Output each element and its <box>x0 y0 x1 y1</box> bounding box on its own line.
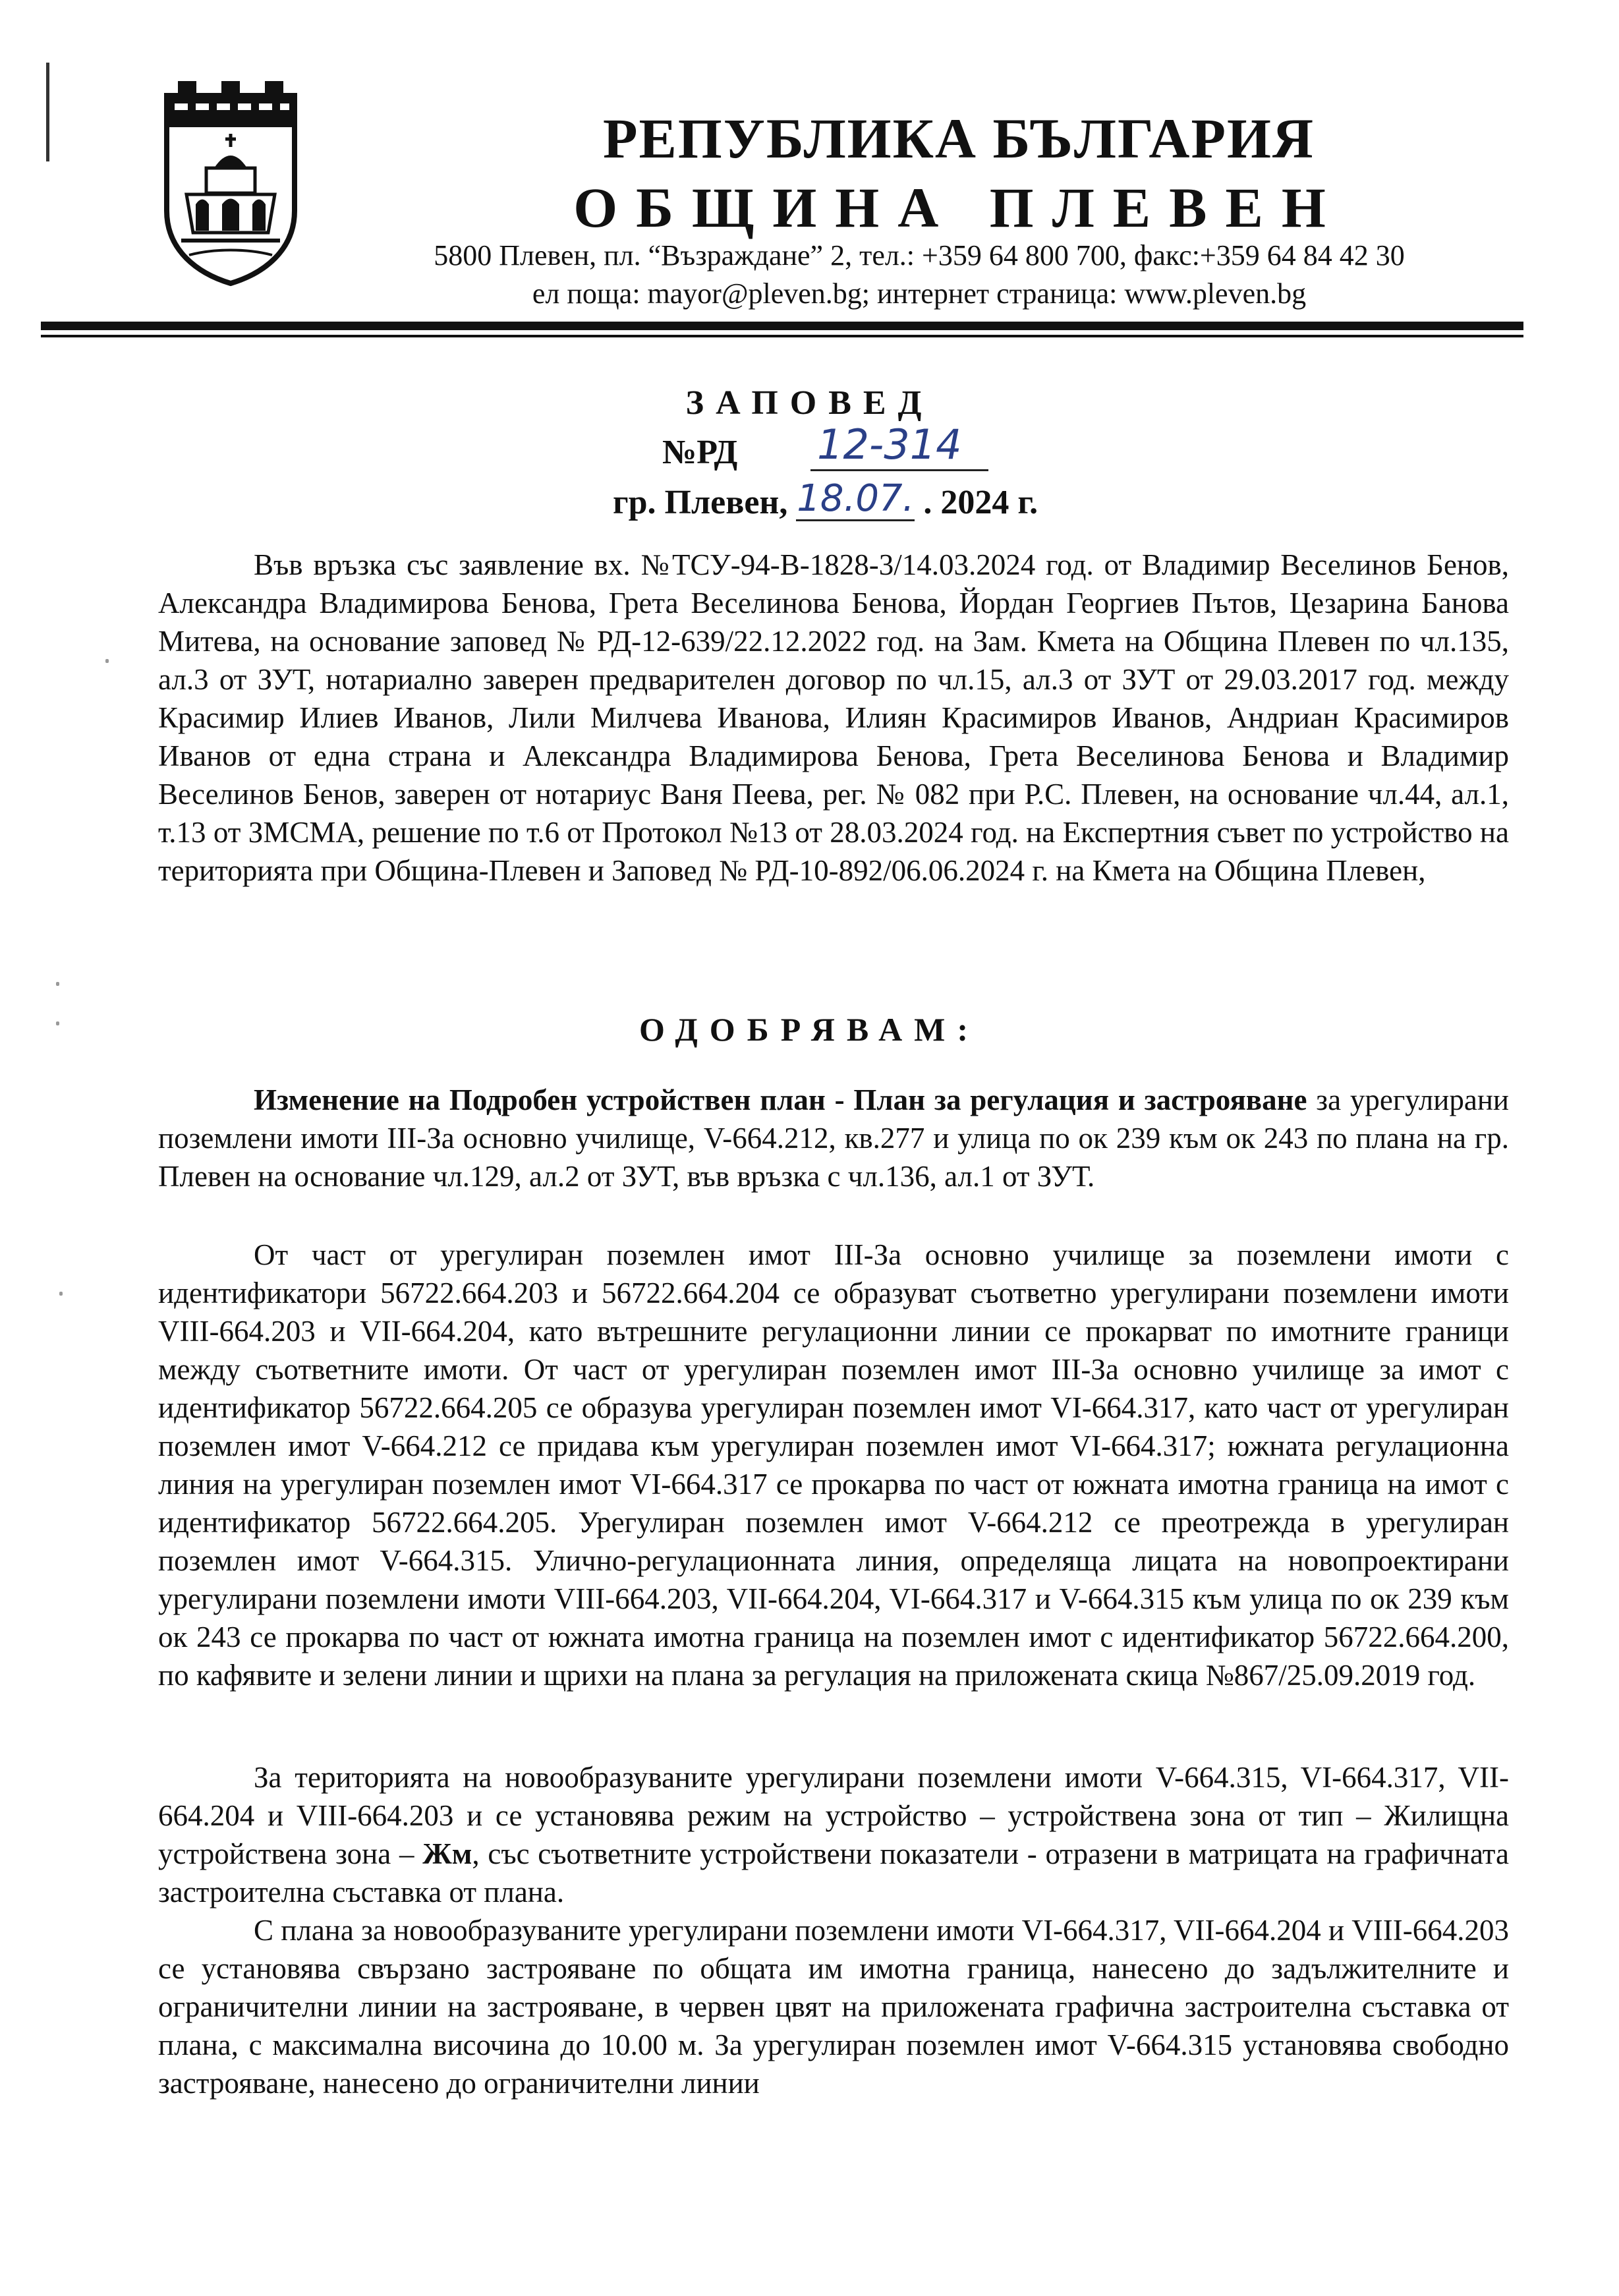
zoning-paragraph <box>158 1758 1509 1911</box>
letterhead <box>155 76 1499 320</box>
margin-scan-mark <box>46 63 49 161</box>
approve-heading: ОДОБРЯВАМ: <box>639 1011 980 1048</box>
header-divider-thin <box>41 335 1523 337</box>
approval-paragraph <box>158 1081 1509 1195</box>
order-number-label: №РД <box>662 434 738 471</box>
number-underline <box>810 469 988 471</box>
approval-bold-text: Изменение на Подробен устройствен план - План за регулация и застрояване <box>254 1083 1307 1116</box>
scan-speck <box>105 659 109 663</box>
document-title: ЗАПОВЕД <box>685 384 934 422</box>
place-label: гр. Плевен, <box>613 484 788 521</box>
municipality-title: ОБЩИНА ПЛЕВЕН <box>573 176 1344 239</box>
scan-speck <box>56 982 59 986</box>
header-divider <box>41 322 1523 330</box>
handwritten-date: 18.07. <box>797 477 915 520</box>
zone-code: Жм <box>422 1837 472 1870</box>
scan-speck <box>59 1292 63 1296</box>
pleven-coat-of-arms-icon <box>155 76 306 287</box>
year-label: . 2024 г. <box>923 484 1038 521</box>
address-line: 5800 Плевен, пл. “Възраждане” 2, тел.: +359 64 800 700, факс:+359 64 84 42 30 <box>434 239 1405 272</box>
zoning-text-end: , със съответните устройствени показатели - отразени в матрицата на графичната застроителна съставка от плана. <box>158 1837 1509 1909</box>
contact-line: ел поща: mayor@pleven.bg; интернет страница: www.pleven.bg <box>532 277 1307 310</box>
intro-paragraph: Във връзка със заявление вх. №ТСУ-94-В-1828-3/14.03.2024 год. от Владимир Веселинов Бенов, Александра Владимирова Бенова, Грета Веселинова Бенова, Йордан Георгиев Пътов, Цезарина Банова Митева, на основание заповед № РД-12-639/22.12.2022 год. на Зам. Кмета на Община Плевен по чл.135, ал.3 от ЗУТ, нотариално заверен предварителен договор по чл.15, ал.3 от ЗУТ от 29.03.2017 год. между Красимир Илиев Иванов, Лили Милчева Иванова, Илиян Красимиров Иванов, Андриан Красимиров Иванов от една страна и Александра Владимирова Бенова, Грета Веселинова Бенова и Владимир Веселинов Бенов, заверен от нотариус Ваня Пеева, рег. № 082 при Р.С. Плевен, на основание чл.44, ал.1, т.13 от ЗМСМА, решение по т.6 от Протокол №13 от 28.03.2024 год. на Експертния съвет по устройство на територията при Община-Плевен и Заповед № РД-10-892/06.06.2024 г. на Кмета на Община Плевен, <box>158 548 1509 887</box>
place-date-line <box>613 477 1038 524</box>
regulation-paragraph: От част от урегулиран поземлен имот III-За основно училище за поземлени имоти с идентификатори 56722.664.203 и 56722.664.204 се образуват съответно урегулирани поземлени имоти VIII-664.203 и VII-664.204, като вътрешните регулационни линии се прокарват по имотните граници между съответните имоти. От част от урегулиран поземлен имот III-За основно училище за имот с идентификатор 56722.664.205 се образува урегулиран поземлен имот VI-664.317, като част от урегулиран поземлен имот V-664.212 се придава към урегулиран поземлен имот VI-664.317; южната регулационна линия на урегулиран поземлен имот VI-664.317 се прокарва по част от южната имотна граница на имот с идентификатор 56722.664.205. Урегулиран поземлен имот V-664.212 се преотрежда в урегулиран поземлен имот V-664.315. Улично-регулационната линия, определяща лицата на новопроектирани урегулирани поземлени имоти VIII-664.203, VII-664.204, VI-664.317 и V-664.315 към улица по ок 239 към ок 243 се прокарва по част от южната имотна граница на поземлен имот с идентификатор 56722.664.200, по кафявите и зелени линии и щрихи на плана за регулация на приложената скица №867/25.09.2019 год. <box>158 1238 1509 1692</box>
country-title: РЕПУБЛИКА БЪЛГАРИЯ <box>602 107 1315 170</box>
handwritten-order-number: 12-314 <box>817 420 962 469</box>
zoning-text: За територията на новообразуваните урегулирани поземлени имоти V-664.315, VI-664.317, VII-664.204 и VIII-664.203 и се установява режим на устройство – устройствена зона от тип – Жилищна устройствена зона – <box>158 1761 1509 1870</box>
building-paragraph: С плана за новообразуваните урегулирани поземлени имоти VI-664.317, VII-664.204 и VIII-664.203 се установява свързано застрояване по общата им имотна граница, нанесено до задължителните и ограничителни линии на застрояване, в червен цвят на приложената графична застроителна съставка от плана, с максимална височина до 10.00 м. За урегулиран поземлен имот V-664.315 установява свободно застрояване, нанесено до ограничителни линии <box>158 1914 1509 2100</box>
approval-text: за урегулирани поземлени имоти III-За основно училище, V-664.212, кв.277 и улица по ок 239 към ок 243 по плана на гр. Плевен на основание чл.129, ал.2 от ЗУТ, във връзка с чл.136, ал.1 от ЗУТ. <box>158 1083 1509 1193</box>
